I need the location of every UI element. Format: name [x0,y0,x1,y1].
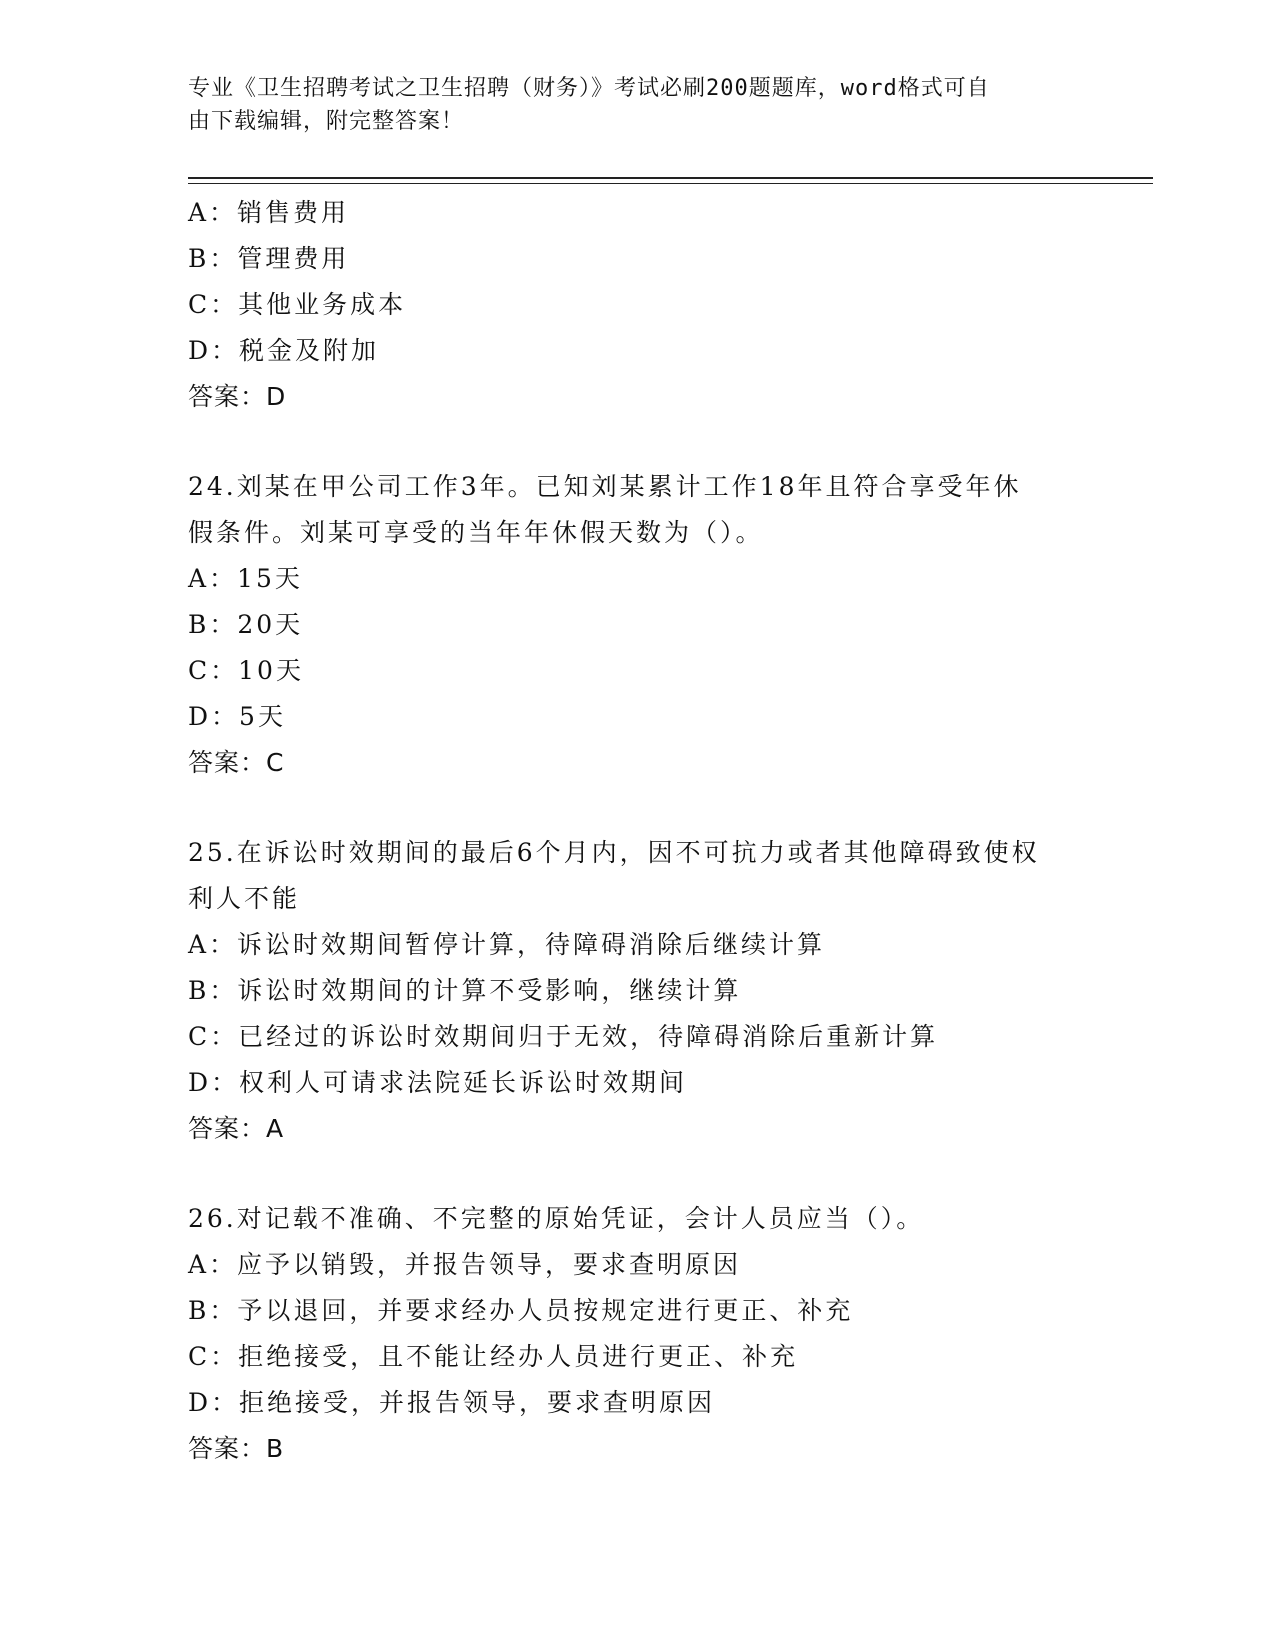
option-b: B：20天 [188,610,304,639]
option-c: C：已经过的诉讼时效期间归于无效，待障碍消除后重新计算 [188,1022,939,1051]
document-header [188,72,1068,138]
question-stem: 26.对记载不准确、不完整的原始凭证，会计人员应当（）。 [188,1204,925,1233]
option-c: C：其他业务成本 [188,290,407,319]
question-stem-continued: 利人不能 [188,884,301,913]
option-b: B：管理费用 [188,244,350,273]
option-d: D：5天 [188,702,286,731]
question-stem-continued: 假条件。刘某可享受的当年年休假天数为（）。 [188,518,764,547]
option-c: C：10天 [188,656,304,685]
option-b: B：予以退回，并要求经办人员按规定进行更正、补充 [188,1296,854,1325]
option-a: A：诉讼时效期间暂停计算，待障碍消除后继续计算 [188,930,826,959]
question-stem: 25.在诉讼时效期间的最后6个月内，因不可抗力或者其他障碍致使权 [188,838,1040,867]
header-line-2: 由下载编辑，附完整答案！ [188,109,465,134]
option-d: D：税金及附加 [188,336,380,365]
header-line-1: 专业《卫生招聘考试之卫生招聘（财务）》考试必刷200题题库，word格式可自 [188,76,990,101]
answer-line: 答案：D [188,382,287,411]
option-d: D：权利人可请求法院延长诉讼时效期间 [188,1068,688,1097]
question-26 [188,1196,1088,1472]
question-24 [188,464,1088,786]
option-c: C：拒绝接受，且不能让经办人员进行更正、补充 [188,1342,799,1371]
option-a: A：应予以销毁，并报告领导，要求查明原因 [188,1250,742,1279]
header-divider-thin [188,183,1153,184]
answer-line: 答案：A [188,1114,285,1143]
option-a: A：销售费用 [188,198,350,227]
option-b: B：诉讼时效期间的计算不受影响，继续计算 [188,976,742,1005]
answer-line: 答案：B [188,1434,285,1463]
question-stem: 24.刘某在甲公司工作3年。已知刘某累计工作18年且符合享受年休 [188,472,1022,501]
option-a: A：15天 [188,564,303,593]
question-25 [188,830,1088,1152]
question-list [188,190,1088,1472]
question-23 [188,190,1088,420]
option-d: D：拒绝接受，并报告领导，要求查明原因 [188,1388,716,1417]
header-divider-thick [188,177,1153,179]
answer-line: 答案：C [188,748,285,777]
